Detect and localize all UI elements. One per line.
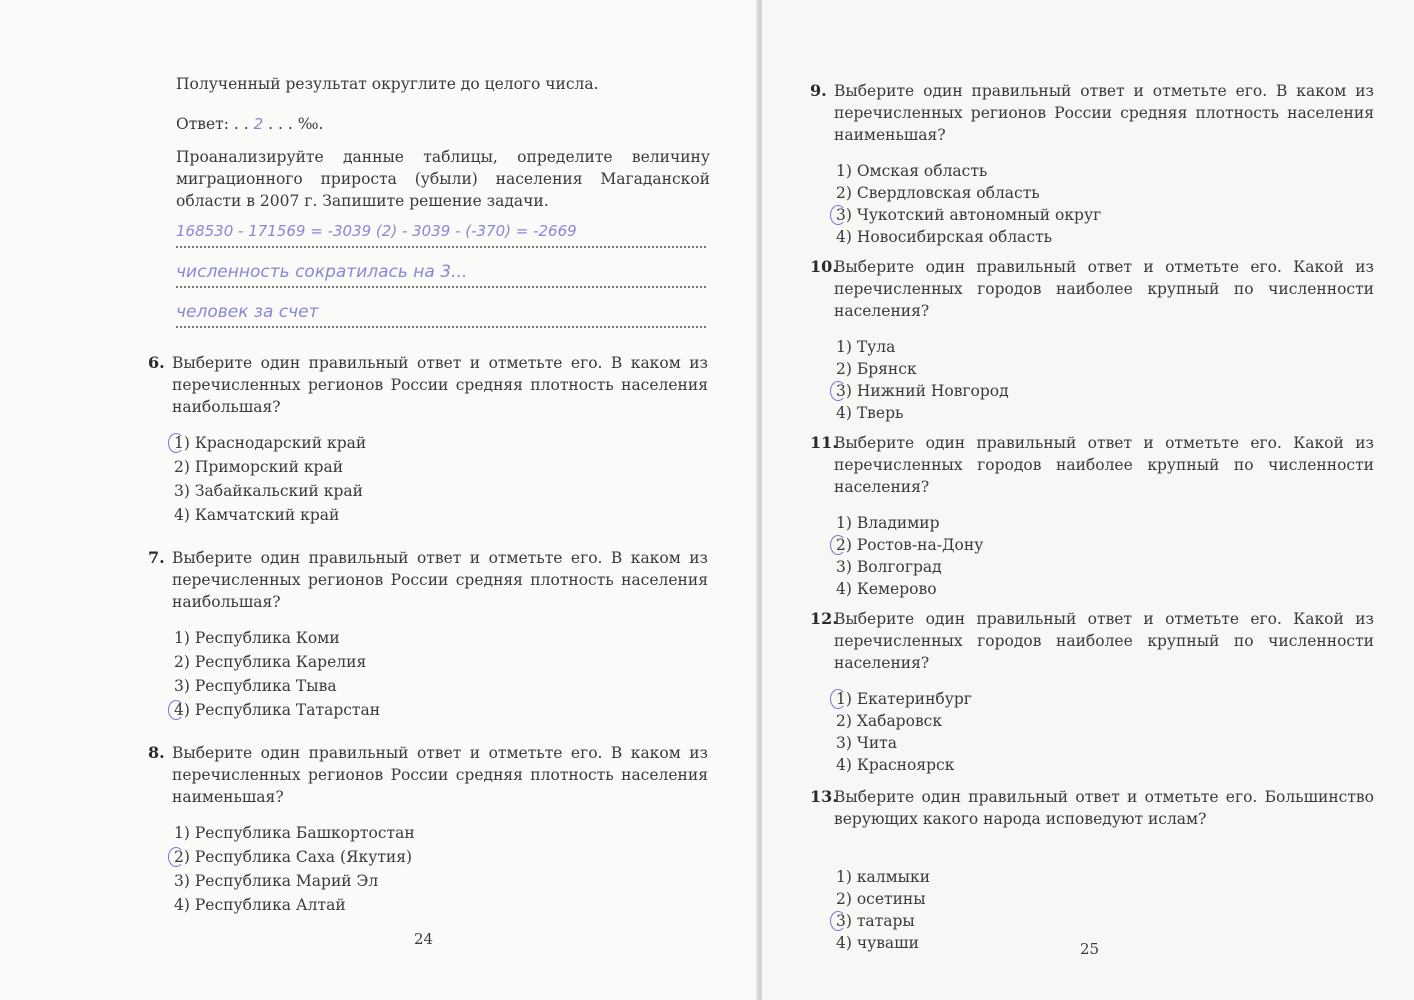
answer-value: 2 [253, 115, 264, 133]
answer-option[interactable]: 3) Чукотский автономный округ [836, 206, 1102, 224]
answer-dotted-line [176, 286, 706, 288]
answer-option[interactable]: 1) Республика Коми [174, 629, 340, 647]
question-text: Выберите один правильный ответ и отметьте его. В каком из перечисленных регионов России средняя плотность населения наименьшая? [172, 744, 708, 806]
answer-label: Ответ: [176, 115, 229, 133]
answer-option[interactable]: 4) Республика Алтай [174, 896, 346, 914]
answer-line: Ответ: . . 2 . . . ‰. [176, 115, 324, 133]
answer-option[interactable]: 2) осетины [836, 890, 926, 908]
answer-option[interactable]: 4) Новосибирская область [836, 228, 1053, 246]
pen-circle-mark [830, 381, 846, 401]
answer-option[interactable]: 3) Республика Марий Эл [174, 872, 379, 890]
page-number: 24 [414, 930, 434, 948]
answer-option[interactable]: 3) Нижний Новгород [836, 382, 1009, 400]
answer-option[interactable]: 1) Екатеринбург [836, 690, 972, 708]
handwritten-line-3: человек за счет [176, 302, 319, 322]
answer-option[interactable]: 1) Владимир [836, 514, 940, 532]
answer-option[interactable]: 1) Омская область [836, 162, 988, 180]
pen-circle-mark [830, 911, 846, 931]
answer-dotted-line [176, 326, 706, 328]
answer-option[interactable]: 4) Красноярск [836, 756, 955, 774]
answer-option[interactable]: 2) Республика Саха (Якутия) [174, 848, 413, 866]
answer-option[interactable]: 3) Забайкальский край [174, 482, 363, 500]
question-text: Выберите один правильный ответ и отметьте его. Какой из перечисленных городов наиболее крупный по численности населения? [834, 434, 1374, 496]
answer-option[interactable]: 3) Волгоград [836, 558, 942, 576]
question-number: 8. [148, 743, 165, 762]
handwritten-line-2: численность сократилась на 3... [176, 262, 468, 282]
page-number: 25 [1080, 940, 1100, 958]
question-text: Выберите один правильный ответ и отметьте его. В каком из перечисленных регионов России средняя плотность населения наибольшая? [172, 549, 708, 611]
answer-option[interactable]: 3) Чита [836, 734, 897, 752]
pen-circle-mark [830, 205, 846, 225]
answer-option[interactable]: 4) Кемерово [836, 580, 937, 598]
answer-option[interactable]: 4) Республика Татарстан [174, 701, 381, 719]
answer-option[interactable]: 1) Тула [836, 338, 896, 356]
answer-option[interactable]: 2) Приморский край [174, 458, 344, 476]
answer-option[interactable]: 4) Камчатский край [174, 506, 340, 524]
answer-option[interactable]: 2) Свердловская область [836, 184, 1040, 202]
question-number: 9. [810, 81, 827, 100]
answer-option[interactable]: 2) Брянск [836, 360, 917, 378]
pen-circle-mark [168, 847, 184, 867]
right-page [762, 0, 1414, 1000]
answer-option[interactable]: 3) Республика Тыва [174, 677, 337, 695]
answer-unit: ‰. [297, 115, 324, 133]
pen-circle-mark [168, 700, 184, 720]
answer-option[interactable]: 1) Республика Башкортостан [174, 824, 415, 842]
question-number: 7. [148, 548, 165, 567]
question-text: Выберите один правильный ответ и отметьте его. В каком из перечисленных регионов России средняя плотность населения наименьшая? [834, 82, 1374, 144]
pen-circle-mark [830, 689, 846, 709]
answer-option[interactable]: 2) Республика Карелия [174, 653, 367, 671]
question-number: 6. [148, 353, 165, 372]
pen-circle-mark [168, 433, 184, 453]
question-number: 12. [810, 609, 838, 628]
answer-option[interactable]: 4) Тверь [836, 404, 904, 422]
pen-circle-mark [830, 535, 846, 555]
answer-option[interactable]: 1) Краснодарский край [174, 434, 367, 452]
question-text: Выберите один правильный ответ и отметьте его. Какой из перечисленных городов наиболее крупный по численности населения? [834, 258, 1374, 320]
answer-option[interactable]: 3) татары [836, 912, 915, 930]
question-number: 11. [810, 433, 838, 452]
question-text: Выберите один правильный ответ и отметьте его. Большинство верующих какого народа исповедуют ислам? [834, 788, 1374, 828]
task-text: Проанализируйте данные таблицы, определите величину миграционного прироста (убыли) населения Магаданской области в 2007 г. Запишите решение задачи. [176, 148, 710, 210]
answer-option[interactable]: 4) чуваши [836, 934, 919, 952]
handwritten-line-1: 168530 - 171569 = -3039 (2) - 3039 - (-370) = -2669 [176, 222, 577, 240]
answer-option[interactable]: 1) калмыки [836, 868, 931, 886]
question-text: Выберите один правильный ответ и отметьте его. Какой из перечисленных городов наиболее крупный по численности населения? [834, 610, 1374, 672]
answer-dotted-line [176, 246, 706, 248]
round-instruction: Полученный результат округлите до целого числа. [176, 75, 599, 93]
question-number: 10. [810, 257, 838, 276]
question-number: 13. [810, 787, 838, 806]
answer-option[interactable]: 2) Хабаровск [836, 712, 943, 730]
question-text: Выберите один правильный ответ и отметьте его. В каком из перечисленных регионов России средняя плотность населения наибольшая? [172, 354, 708, 416]
answer-option[interactable]: 2) Ростов-на-Дону [836, 536, 984, 554]
